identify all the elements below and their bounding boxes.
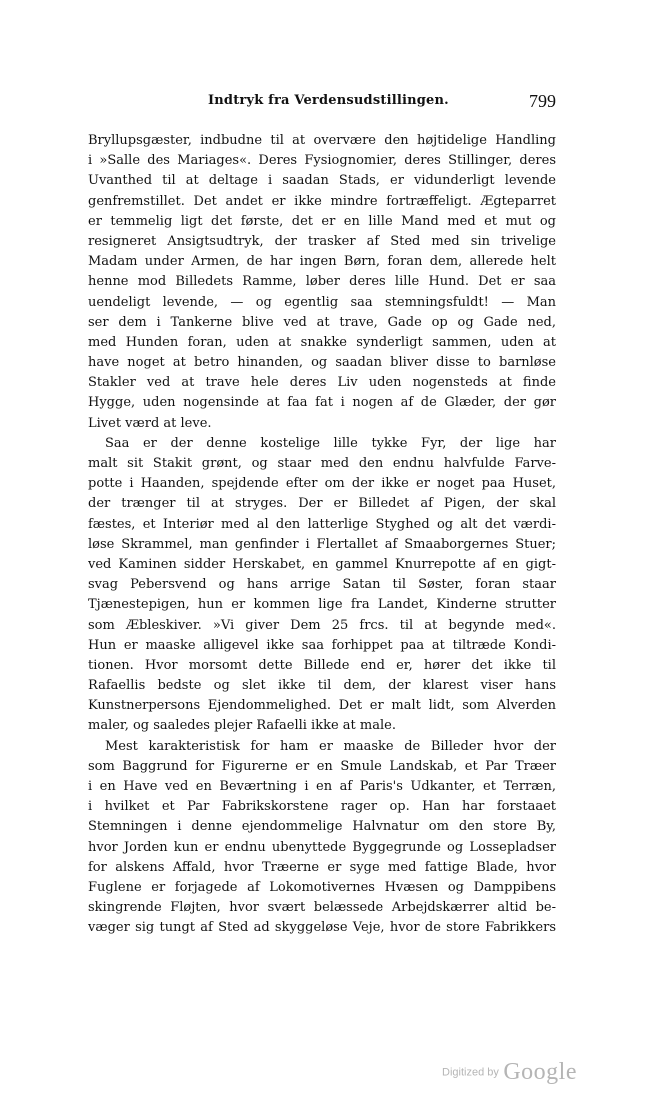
text-line: ser dem i Tankerne blive ved at trave, Gade op og Gade ned, (88, 314, 556, 330)
text-line: Rafaellis bedste og slet ikke til dem, der klarest viser hans (88, 678, 556, 694)
text-line: have noget at betro hinanden, og saadan bliver disse to barnløse (88, 355, 556, 371)
watermark-prefix: Digitized by (442, 1066, 499, 1079)
text-line: ved Kaminen sidder Herskabet, en gammel Knurrepotte af en gigt- (88, 556, 556, 572)
text-line: i en Have ved en Beværtning i en af Paris's Udkanter, et Terræn, (88, 779, 556, 794)
text-line: svag Pebersvend og hans arrige Satan til Søster, foran staar (88, 577, 556, 593)
text-line: Stemningen i denne ejendommelige Halvnatur om den store By, (88, 819, 556, 835)
text-line: er temmelig ligt det første, det er en lille Mand med et mut og (88, 213, 556, 229)
text-line: løse Skrammel, man genfinder i Flertallet af Smaaborgernes Stuer; (88, 536, 556, 552)
text-line: maler, og saaledes plejer Rafaelli ikke at male. (88, 718, 396, 734)
text-line: Hygge, uden nogensinde at faa fat i nogen af de Glæder, der gør (88, 395, 556, 411)
text-line: Kunstnerpersons Ejendommelighed. Det er malt lidt, som Alverden (88, 698, 556, 714)
text-line: i »Salle des Mariages«. Deres Fysiognomier, deres Stillinger, deres (88, 153, 556, 169)
text-line: der trænger til at stryges. Der er Billedet af Pigen, der skal (88, 496, 556, 512)
text-line: resigneret Ansigtsudtryk, der trasker af Sted med sin trivelige (88, 233, 556, 249)
text-line: genfremstillet. Det andet er ikke mindre fortræffeligt. Ægteparret (88, 193, 556, 209)
text-line: uendeligt levende, — og egentlig saa stemningsfuldt! — Man (88, 294, 556, 310)
text-line: potte i Haanden, spejdende efter om der ikke er noget paa Huset, (88, 476, 556, 492)
digitized-by-google-watermark (442, 1059, 577, 1086)
paragraph (88, 434, 556, 737)
paragraph (88, 737, 556, 939)
text-line: Madam under Armen, de har ingen Børn, foran dem, allerede helt (88, 254, 556, 270)
text-line: Hun er maaske alligevel ikke saa forhippet paa at tiltræde Kondi- (88, 637, 556, 653)
text-line: Tjænestepigen, hun er kommen lige fra Landet, Kinderne strutter (88, 597, 556, 613)
text-line: fæstes, et Interiør med al den latterlige Styghed og alt det værdi- (88, 516, 556, 532)
text-line: for alskens Affald, hvor Træerne er syge med fattige Blade, hvor (88, 859, 556, 875)
google-logo: Google (503, 1059, 577, 1085)
text-line: skingrende Fløjten, hvor svært belæssede Arbejdskærrer altid be- (88, 900, 556, 916)
text-line: Fuglene er forjagede af Lokomotivernes Hvæsen og Damppibens (88, 879, 556, 895)
text-line: i hvilket et Par Fabrikskorstene rager op. Han har forstaaet (88, 799, 556, 815)
body-text (88, 131, 556, 939)
running-title: Indtryk fra Verdensudstillingen. (208, 93, 449, 108)
text-line: Uvanthed til at deltage i saadan Stads, er vidunderligt levende (88, 173, 556, 189)
page-number: 799 (529, 91, 556, 111)
text-line: hvor Jorden kun er endnu ubenyttede Byggegrunde og Lossepladser (88, 839, 556, 855)
text-line: Livet værd at leve. (88, 415, 212, 431)
text-line: væger sig tungt af Sted ad skyggeløse Veje, hvor de store Fabrikkers (88, 920, 556, 936)
text-line: Stakler ved at trave hele deres Liv uden nogensteds at finde (88, 375, 556, 391)
text-line: med Hunden foran, uden at snakke synderligt sammen, uden at (88, 334, 556, 350)
text-line: Bryllupsgæster, indbudne til at overvære den højtidelige Handling (88, 133, 556, 148)
text-line: tionen. Hvor morsomt dette Billede end er, hører det ikke til (88, 657, 556, 673)
text-line: henne mod Billedets Ramme, løber deres lille Hund. Det er saa (88, 274, 556, 290)
text-line: Saa er der denne kostelige lille tykke Fyr, der lige har (105, 435, 556, 451)
text-line: som Baggrund for Figurerne er en Smule Landskab, et Par Træer (88, 758, 556, 774)
running-header (88, 91, 556, 113)
paragraph (88, 131, 556, 434)
text-line: som Æbleskiver. »Vi giver Dem 25 frcs. til at begynde med«. (88, 617, 556, 633)
text-line: malt sit Stakit grønt, og staar med den endnu halvfulde Farve- (88, 456, 556, 471)
text-line: Mest karakteristisk for ham er maaske de Billeder hvor der (105, 738, 556, 754)
